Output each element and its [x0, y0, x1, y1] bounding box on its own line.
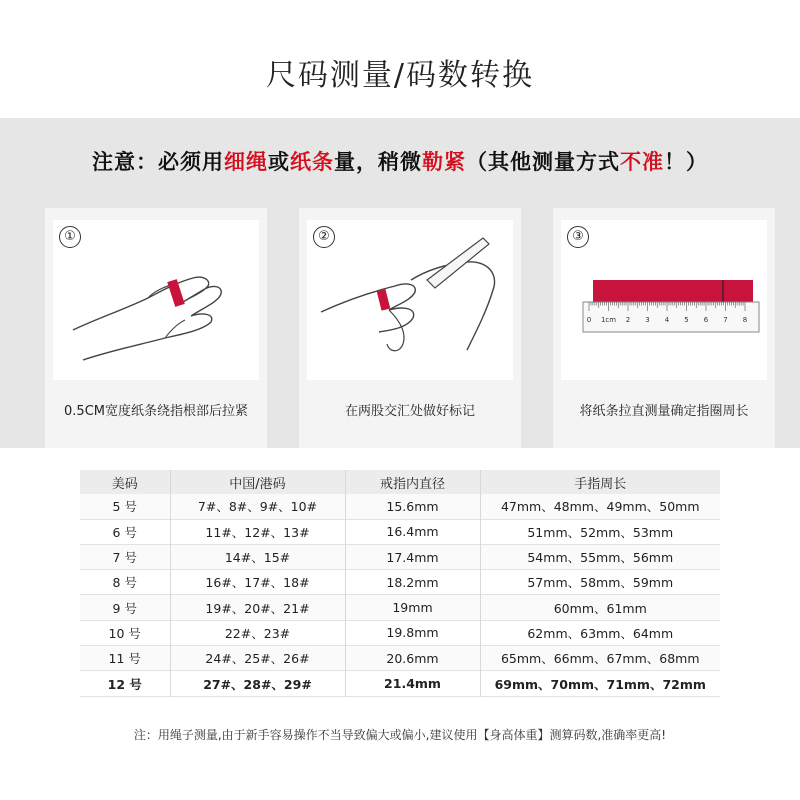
us-size-cell: 7 号 [80, 544, 170, 569]
ruler-measure-icon [561, 220, 767, 380]
page-title: 尺码测量/码数转换 [265, 58, 535, 93]
ruler-label: 4 [664, 316, 670, 324]
finger-circumference-cell: 47mm、48mm、49mm、50mm [500, 499, 700, 515]
ruler-label: 6 [703, 316, 709, 324]
inner-diameter-cell: 18.2mm [345, 570, 480, 595]
us-size-cell: 9 号 [80, 595, 170, 620]
finger-circumference-cell: 65mm、66mm、67mm、68mm [500, 651, 700, 667]
hand-marking-pen-icon [307, 220, 513, 380]
ruler-label: 3 [645, 316, 650, 324]
measurement-notice [0, 146, 800, 176]
footnote: 注：用绳子测量,由于新手容易操作不当导致偏大或偏小,建议使用【身高体重】测算码数,准确率更高! [133, 728, 667, 742]
step-2 [299, 208, 521, 448]
notice-highlight: 纸条 [290, 150, 334, 174]
ruler-label: 5 [684, 316, 689, 324]
finger-circumference-cell: 62mm、63mm、64mm [527, 625, 674, 641]
us-size-cell: 12 号 [80, 671, 170, 696]
cn-hk-size-cell: 22#、23# [170, 620, 345, 645]
table-row [80, 620, 720, 645]
step-number: ② [313, 226, 335, 248]
notice-text: ！） [664, 150, 708, 174]
step-1-illustration [53, 220, 259, 380]
cn-hk-size-cell: 27#、28#、29# [170, 671, 345, 696]
ruler-label: 2 [625, 316, 631, 324]
table-row [80, 595, 720, 620]
cn-hk-size-cell: 7#、8#、9#、10# [170, 494, 345, 519]
table-row [80, 671, 720, 696]
inner-diameter-cell: 16.4mm [345, 519, 480, 544]
cn-hk-size-cell: 24#、25#、26# [170, 646, 345, 671]
size-conversion-table [80, 470, 720, 697]
step-1 [45, 208, 267, 448]
inner-diameter-cell: 17.4mm [345, 544, 480, 569]
inner-diameter-cell: 15.6mm [345, 494, 480, 519]
ruler-label: 0 [586, 316, 592, 324]
notice-text: （其他测量方式 [466, 150, 620, 174]
ruler-label: 7 [723, 316, 728, 324]
us-size-cell: 6 号 [80, 519, 170, 544]
step-2-illustration [307, 220, 513, 380]
table-row [80, 646, 720, 671]
inner-diameter-cell: 21.4mm [345, 671, 480, 696]
step-3-illustration [561, 220, 767, 380]
ruler-label: 1cm [600, 316, 617, 324]
us-size-cell: 10 号 [80, 620, 170, 645]
header-finger-circumference: 手指周长 [574, 476, 627, 492]
us-size-cell: 5 号 [80, 494, 170, 519]
finger-circumference-cell: 54mm、55mm、56mm [527, 550, 674, 566]
table-row [80, 544, 720, 569]
header-inner-diameter: 戒指内直径 [345, 470, 480, 494]
notice-highlight: 细绳 [224, 150, 268, 174]
hand-with-paper-strip-icon [53, 220, 259, 380]
table-row [80, 494, 720, 519]
finger-circumference-cell: 69mm、70mm、71mm、72mm [494, 676, 706, 692]
cn-hk-size-cell: 19#、20#、21# [170, 595, 345, 620]
notice-text: 量，稍微 [334, 150, 422, 174]
cn-hk-size-cell: 16#、17#、18# [170, 570, 345, 595]
cn-hk-size-cell: 14#、15# [170, 544, 345, 569]
step-caption: 0.5CM宽度纸条绕指根部后拉紧 [64, 404, 248, 419]
inner-diameter-cell: 19mm [345, 595, 480, 620]
us-size-cell: 11 号 [80, 646, 170, 671]
table-header-row [80, 470, 720, 494]
notice-highlight: 勒紧 [422, 150, 466, 174]
header-us-size: 美码 [80, 470, 170, 494]
header-cn-hk-size: 中国/港码 [170, 470, 345, 494]
finger-circumference-cell: 57mm、58mm、59mm [527, 575, 674, 591]
finger-circumference-cell: 51mm、52mm、53mm [527, 524, 674, 540]
step-caption: 将纸条拉直测量确定指圈周长 [579, 404, 749, 419]
notice-text: 注意：必须用 [92, 150, 224, 174]
notice-text: 或 [268, 150, 290, 174]
cn-hk-size-cell: 11#、12#、13# [170, 519, 345, 544]
us-size-cell: 8 号 [80, 570, 170, 595]
finger-circumference-cell: 60mm、61mm [553, 600, 647, 616]
ruler-label: 8 [742, 316, 748, 324]
step-number: ① [59, 226, 81, 248]
table-row [80, 570, 720, 595]
inner-diameter-cell: 19.8mm [345, 620, 480, 645]
step-number: ③ [567, 226, 589, 248]
notice-highlight: 不准 [620, 150, 664, 174]
inner-diameter-cell: 20.6mm [345, 646, 480, 671]
step-caption: 在两股交汇处做好标记 [344, 404, 475, 419]
measurement-steps [45, 208, 775, 448]
table-row [80, 519, 720, 544]
step-3 [553, 208, 775, 448]
